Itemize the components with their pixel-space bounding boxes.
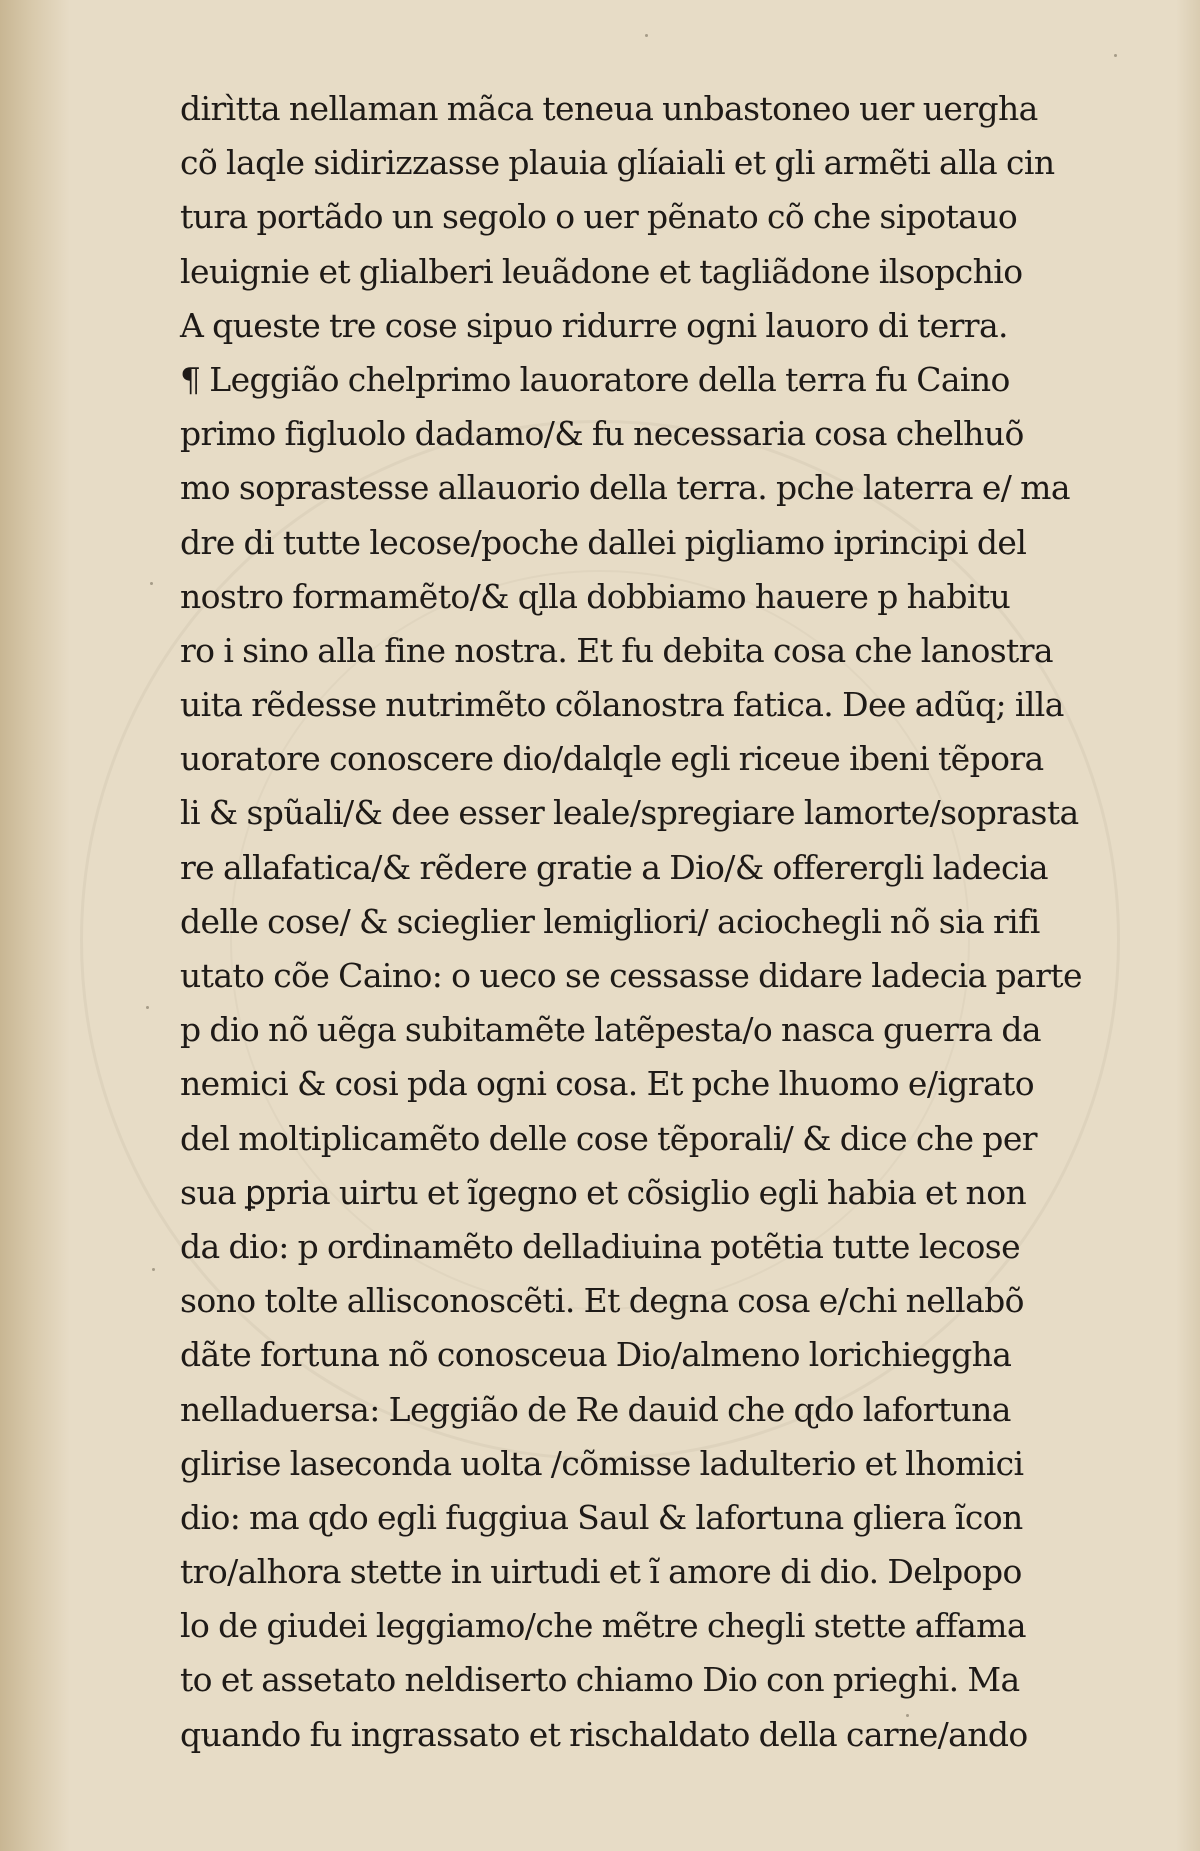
text-line: delle cose/ & scieglier lemigliori/ aciochegli nõ sia rifi — [180, 901, 1040, 941]
text-line: uoratore conoscere dio/dalqle egli riceue ibeni tẽpora — [180, 739, 1044, 779]
text-line: leuignie et glialberi leuãdone et tagliãdone ilsopchio — [180, 251, 1023, 291]
text-line: nostro formamẽto/& ɋlla dobbiamo hauere p habitu — [180, 576, 1011, 616]
text-line: p dio nõ uẽga subitamẽte latẽpesta/o nasca guerra da — [180, 1010, 1041, 1050]
text-line: ro i sino alla fine nostra. Et fu debita cosa che lanostra — [180, 630, 1053, 670]
text-line: cõ laqle sidirizzasse plauia glíaiali et gli armẽti alla cin — [180, 143, 1055, 183]
ink-speck — [645, 34, 648, 37]
text-line: tura portãdo un segolo o uer pẽnato cõ che sipotauo — [180, 197, 1018, 237]
text-line: utato cõe Caino: o ueco se cessasse didare ladecia parte — [180, 956, 1082, 995]
text-line: quando fu ingrassato et rischaldato della carne/ando — [180, 1714, 1028, 1754]
text-line: tro/alhora stette in uirtudi et ĩ amore di dio. Delpopo — [180, 1552, 1022, 1592]
text-line: uita rẽdesse nutrimẽto cõlanostra fatica. Dee adũq; illa — [180, 685, 1064, 725]
text-line: sua ꝑpria uirtu et ĩgegno et cõsiglio egli habia et non — [180, 1172, 1027, 1212]
gutter-shadow — [0, 0, 70, 1851]
text-line: lo de giudei leggiamo/che mẽtre chegli stette affama — [180, 1606, 1026, 1646]
text-line: da dio: p ordinamẽto delladiuina potẽtia tutte lecose — [180, 1226, 1021, 1266]
text-line: to et assetato neldiserto chiamo Dio con prieghi. Ma — [180, 1660, 1020, 1700]
ink-speck — [146, 1006, 149, 1009]
ink-speck — [1114, 54, 1117, 57]
text-line: dre di tutte lecose/poche dallei pigliamo iprincipi del — [180, 522, 1027, 562]
text-line: ¶ Leggião chelprimo lauoratore della terra fu Caino — [180, 359, 1010, 399]
text-line: li & spũali/& dee esser leale/spregiare lamorte/soprasta — [180, 793, 1079, 833]
text-line: dio: ma ɋdo egli fuggiua Saul & lafortuna gliera ĩcon — [180, 1497, 1023, 1537]
text-line: primo figluolo dadamo/& fu necessaria cosa chelhuõ — [180, 414, 1024, 454]
text-line: sono tolte allisconoscẽti. Et degna cosa e/chi nellabõ — [180, 1281, 1024, 1321]
text-line: mo soprastesse allauorio della terra. pche laterra e/ ma — [180, 468, 1070, 508]
text-line: dirìtta nellaman mãca teneua unbastoneo uer uergha — [180, 89, 1038, 128]
ink-speck — [152, 1268, 155, 1271]
text-line: dãte fortuna nõ conosceua Dio/almeno lorichieggha — [180, 1335, 1012, 1375]
text-line: re allafatica/& rẽdere gratie a Dio/& offerergli ladecia — [180, 847, 1048, 887]
text-line: nelladuersa: Leggião de Re dauid che ɋdo lafortuna — [180, 1389, 1011, 1429]
ink-speck — [150, 582, 153, 585]
text-line: nemici & cosi pda ogni cosa. Et pche lhuomo e/igrato — [180, 1064, 1034, 1104]
text-column — [180, 82, 1110, 1762]
text-line: del moltiplicamẽto delle cose tẽporali/ & dice che per — [180, 1118, 1037, 1158]
text-line: glirise laseconda uolta /cõmisse ladulterio et lhomici — [180, 1443, 1024, 1483]
page-edge — [1176, 0, 1200, 1851]
text-line: A queste tre cose sipuo ridurre ogni lauoro di terra. — [180, 305, 1008, 345]
